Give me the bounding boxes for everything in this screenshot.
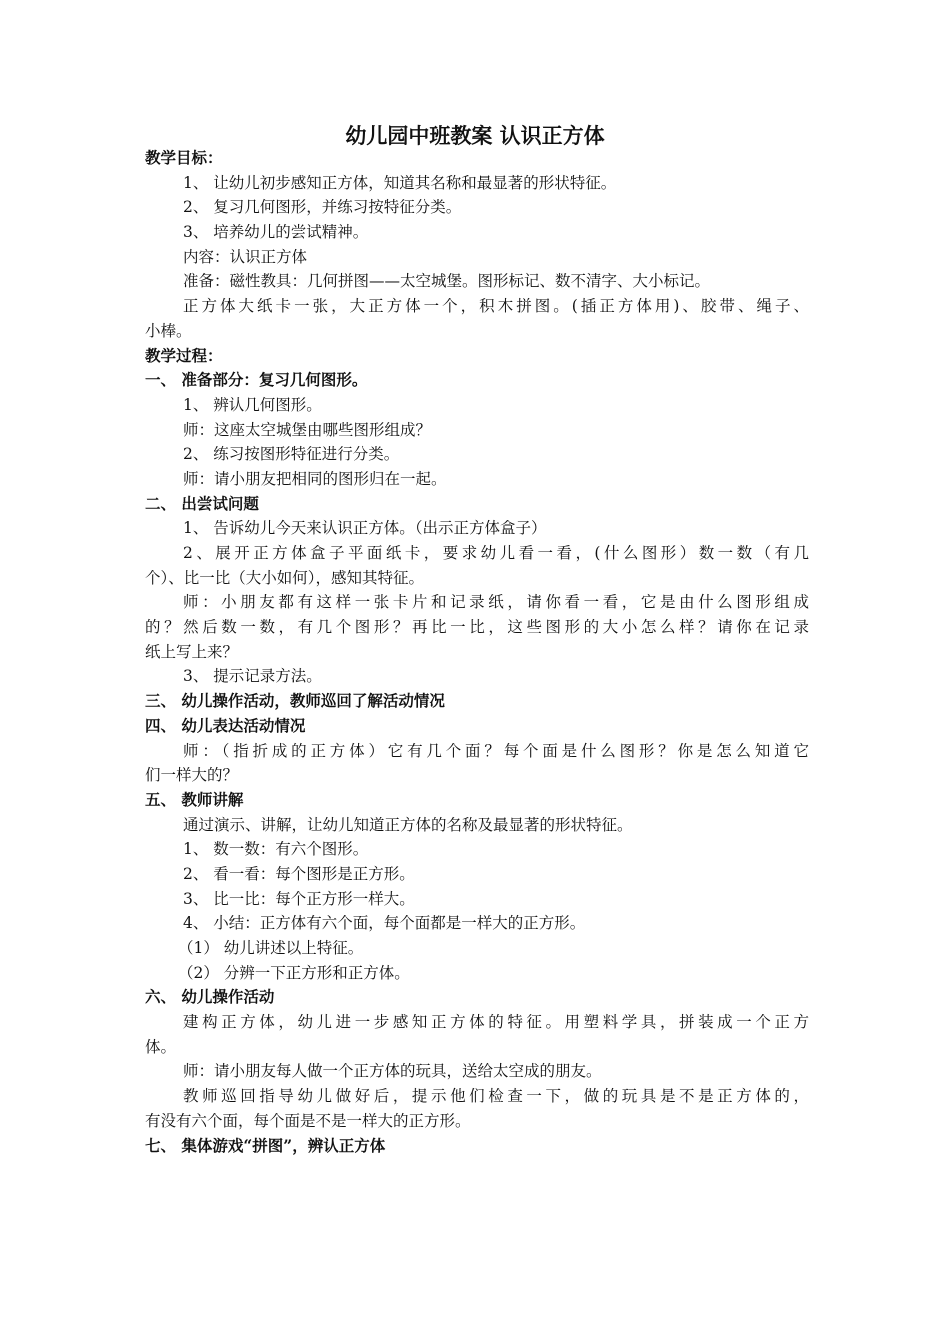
page-title: 幼儿园中班教案 认识正方体 [345, 123, 605, 148]
text-line: 体。 [145, 1037, 177, 1056]
text-line: 2、 看一看：每个图形是正方形。 [183, 864, 415, 883]
section-heading: 七、 集体游戏“拼图”，辨认正方体 [145, 1135, 386, 1155]
text-line: （1） 幼儿讲述以上特征。 [178, 939, 364, 957]
text-line: 师：（指折成的正方体）它有几个面？每个面是什么图形？你是怎么知道它 [183, 741, 809, 760]
section-heading: 四、 幼儿表达活动情况 [145, 715, 306, 735]
text-line: 1、 辨认几何图形。 [183, 395, 322, 414]
text-line: 4、 小结：正方体有六个面，每个面都是一样大的正方形。 [183, 914, 586, 933]
section-heading: 五、 教师讲解 [145, 789, 244, 809]
text-line: （2） 分辨一下正方形和正方体。 [178, 963, 410, 982]
text-line: 2、 练习按图形特征进行分类。 [183, 445, 400, 464]
text-line: 建构正方体，幼儿进一步感知正方体的特征。用塑料学具，拼装成一个正方 [183, 1013, 809, 1032]
text-line: 教师巡回指导幼儿做好后，提示他们检查一下，做的玩具是不是正方体的， [183, 1087, 809, 1106]
text-line: 1、 数一数：有六个图形。 [183, 840, 369, 859]
text-line: 师：请小朋友把相同的图形归在一起。 [183, 469, 447, 488]
section-heading: 三、 幼儿操作活动，教师巡回了解活动情况 [145, 691, 445, 711]
text-line: 准备：磁性教具：几何拼图——太空城堡。图形标记、数不清字、大小标记。 [183, 272, 711, 291]
text-line: 有没有六个面，每个面是不是一样大的正方形。 [145, 1111, 471, 1130]
text-line: 们一样大的？ [145, 766, 239, 785]
section-heading: 一、 准备部分：复习几何图形。 [145, 370, 368, 390]
text-line: 正方体大纸卡一张，大正方体一个，积木拼图。(插正方体用)、胶带、绳子、 [183, 297, 809, 316]
text-line: 个）、比一比（大小如何），感知其特征。 [145, 568, 425, 587]
section-heading: 教学目标： [145, 148, 223, 167]
text-line: 内容：认识正方体 [183, 247, 308, 266]
text-line: 2、 复习几何图形，并练习按特征分类。 [183, 198, 462, 217]
text-line: 师：这座太空城堡由哪些图形组成？ [183, 420, 432, 439]
section-heading: 教学过程： [145, 345, 223, 365]
text-line: 师：小朋友都有这样一张卡片和记录纸，请你看一看，它是由什么图形组成 [183, 593, 809, 612]
text-line: 1、 告诉幼儿今天来认识正方体。（出示正方体盒子） [183, 519, 547, 538]
text-line: 通过演示、讲解，让幼儿知道正方体的名称及最显著的形状特征。 [183, 815, 633, 834]
text-line: 师：请小朋友每人做一个正方体的玩具，送给太空成的朋友。 [183, 1062, 602, 1081]
text-line: 1、 让幼儿初步感知正方体，知道其名称和最显著的形状特征。 [183, 173, 617, 192]
text-line: 2、展开正方体盒子平面纸卡，要求幼儿看一看，(什么图形）数一数（有几 [183, 544, 809, 562]
text-line: 3、 比一比：每个正方形一样大。 [183, 889, 415, 908]
text-line: 小棒。 [145, 321, 192, 340]
section-heading: 二、 出尝试问题 [145, 493, 259, 513]
text-line: 3、 提示记录方法。 [183, 667, 322, 686]
section-heading: 六、 幼儿操作活动 [145, 987, 275, 1007]
text-line: 的？然后数一数，有几个图形？再比一比，这些图形的大小怎么样？请你在记录 [145, 618, 809, 637]
document-body [145, 146, 809, 1158]
text-line: 纸上写上来？ [145, 642, 239, 661]
text-line: 3、 培养幼儿的尝试精神。 [183, 223, 369, 242]
